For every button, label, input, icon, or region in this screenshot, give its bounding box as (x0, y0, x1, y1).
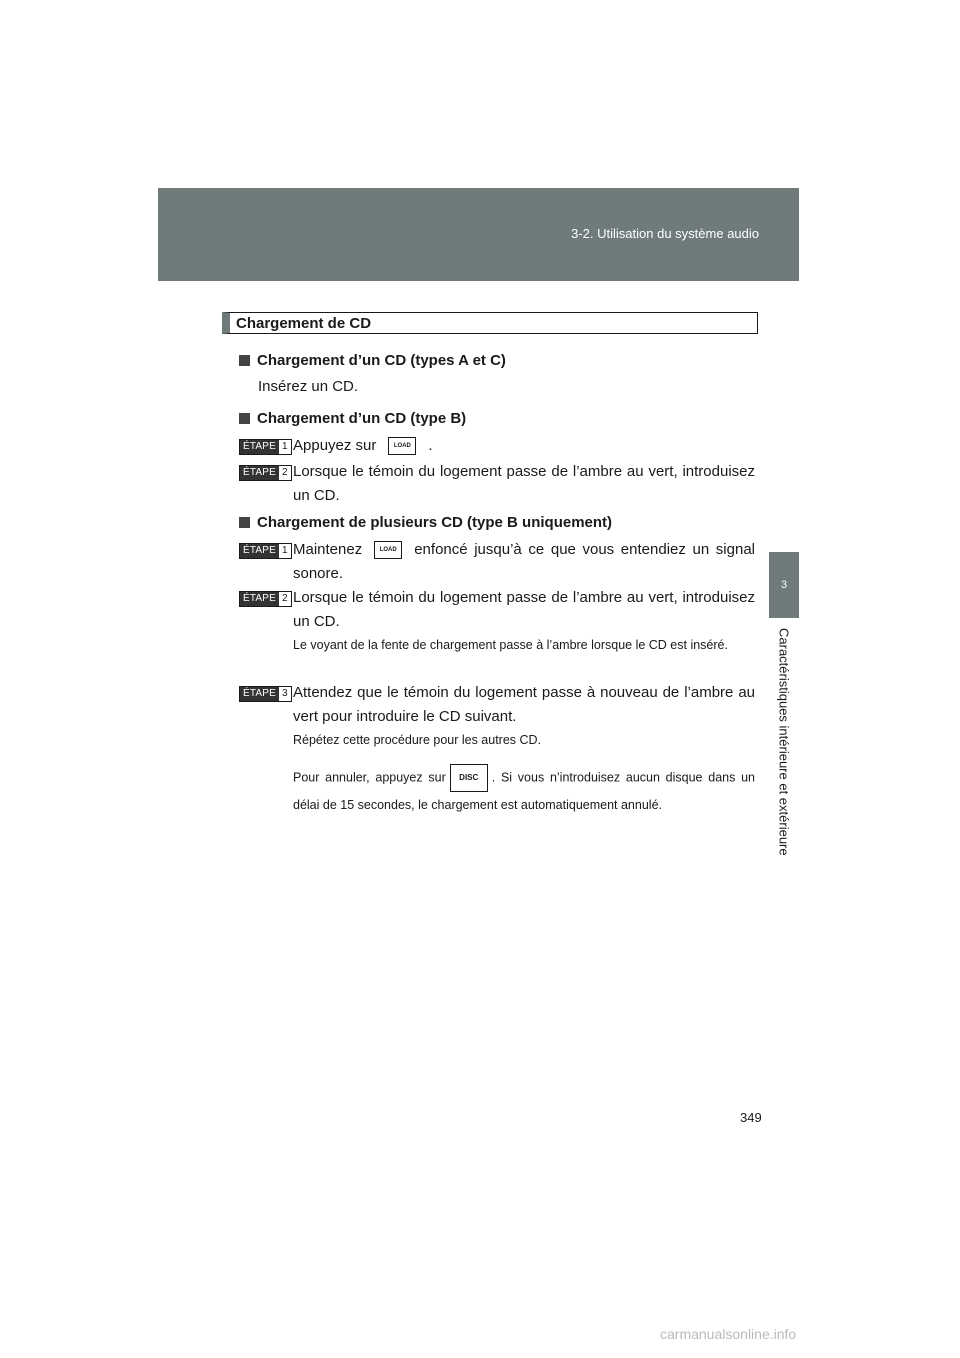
chapter-title: Caractéristiques intérieure et extérieure (776, 628, 792, 856)
disc-button-icon: DISC (450, 764, 488, 792)
step-badge-2b (239, 586, 292, 607)
chapter-number-tab: 3 (769, 552, 799, 618)
heading-types-ac-text: Chargement d’un CD (types A et C) (257, 352, 506, 369)
header-band (158, 188, 799, 281)
step-badge (239, 591, 292, 607)
types-ac-instruction: Insérez un CD. (258, 378, 359, 395)
square-bullet-icon (239, 413, 250, 424)
step-badge (239, 439, 292, 455)
step-badge (239, 686, 292, 702)
type-b-step1 (293, 434, 755, 458)
section-title (222, 312, 758, 334)
load-button-icon: LOAD (388, 437, 416, 455)
step-label: ÉTAPE (240, 440, 279, 454)
page-number: 349 (740, 1110, 762, 1125)
step-number: 2 (279, 466, 291, 480)
step-number: 3 (279, 687, 291, 701)
heading-multi (239, 514, 612, 531)
square-bullet-icon (239, 517, 250, 528)
type-b-step1-pre: Appuyez sur (293, 437, 377, 454)
multi-step3-note2-pre: Pour annuler, appuyez sur (293, 770, 446, 785)
section-title-text: Chargement de CD (236, 314, 372, 332)
multi-step1 (293, 538, 755, 586)
step-badge-3 (239, 681, 292, 702)
step-number: 1 (279, 440, 291, 454)
footer-watermark: carmanualsonline.info (660, 1326, 797, 1342)
section-label: 3-2. Utilisation du système audio (571, 226, 759, 241)
step-badge-1 (239, 434, 292, 455)
multi-step3-note2-post: . Si vous n’introduisez aucun disque dans un délai de 15 secondes, le chargement est automatiquement annulé. (293, 770, 755, 812)
step-number: 2 (279, 592, 291, 606)
multi-step2-note: Le voyant de la fente de chargement passe à l’ambre lorsque le CD est inséré. (293, 638, 728, 652)
step-label: ÉTAPE (240, 544, 279, 558)
multi-step3-note1: Répétez cette procédure pour les autres CD. (293, 733, 542, 747)
multi-step1-pre: Maintenez (293, 541, 363, 558)
step-badge (239, 465, 292, 481)
multi-step3: Attendez que le témoin du logement passe à nouveau de l’ambre au vert pour introduire le CD suivant. (293, 684, 755, 725)
heading-type-b-text: Chargement d’un CD (type B) (257, 410, 467, 427)
step-label: ÉTAPE (240, 466, 279, 480)
heading-type-b (239, 410, 466, 427)
multi-step1-post: enfoncé jusqu’à ce que vous entendiez un signal sonore. (293, 541, 755, 582)
heading-multi-text: Chargement de plusieurs CD (type B uniquement) (257, 514, 613, 531)
step-badge-2 (239, 460, 292, 481)
type-b-step1-post: . (428, 437, 433, 454)
multi-step2: Lorsque le témoin du logement passe de l’ambre au vert, introduisez un CD. (293, 589, 755, 630)
step-label: ÉTAPE (240, 687, 279, 701)
type-b-step2: Lorsque le témoin du logement passe de l’ambre au vert, introduisez un CD. (293, 463, 755, 504)
step-badge-1b (239, 538, 292, 559)
square-bullet-icon (239, 355, 250, 366)
multi-step3-note2 (293, 764, 755, 819)
step-label: ÉTAPE (240, 592, 279, 606)
load-button-icon: LOAD (374, 541, 402, 559)
step-badge (239, 543, 292, 559)
heading-types-ac (239, 352, 506, 369)
step-number: 1 (279, 544, 291, 558)
